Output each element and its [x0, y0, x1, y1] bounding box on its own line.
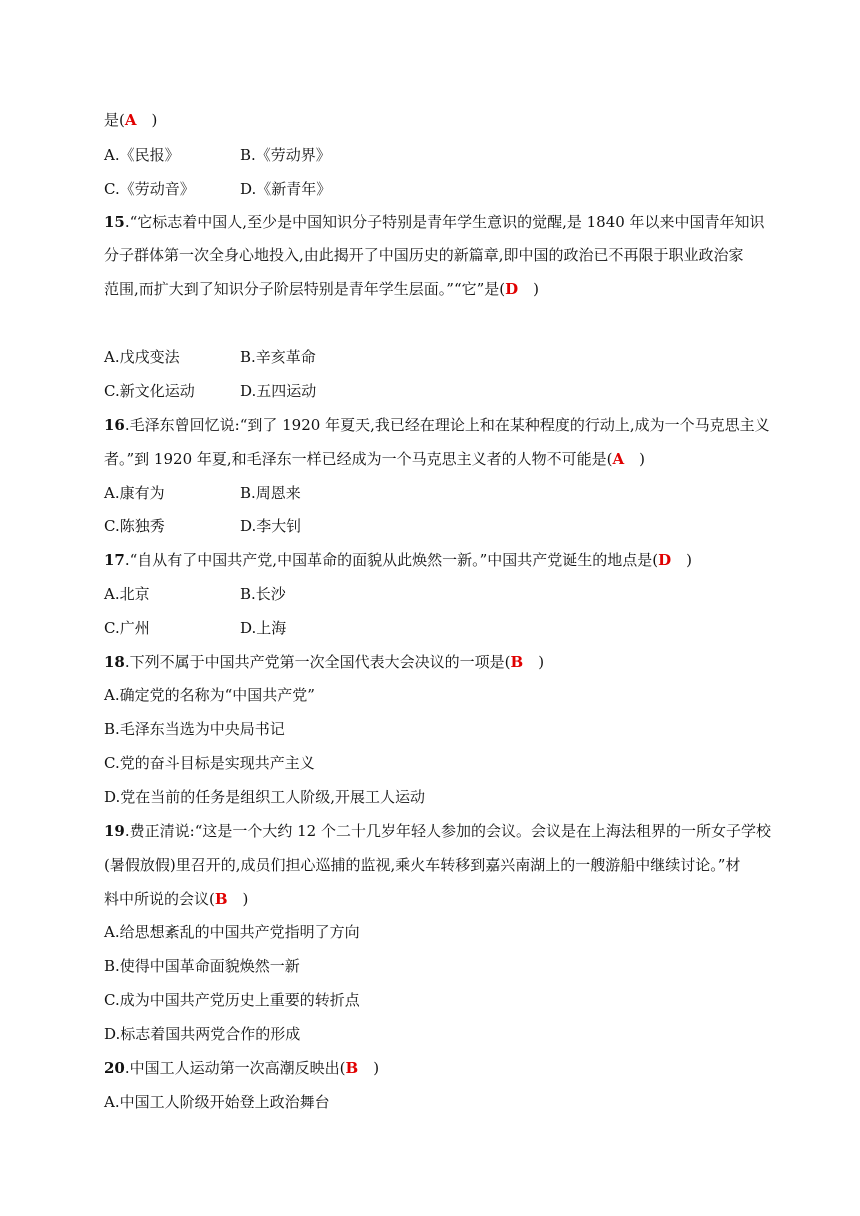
answer-letter: D — [505, 280, 519, 298]
text-line — [104, 415, 770, 435]
option-left: C.陈独秀 — [104, 517, 165, 535]
answer-letter: D — [658, 551, 672, 569]
text-segment: .毛泽东曾回忆说:“到了 1920 年夏天,我已经在理论上和在某种程度的行动上,成为一个马克思主义 — [124, 416, 770, 434]
text-segment: A.中国工人阶级开始登上政治舞台 — [104, 1093, 330, 1111]
text-line — [104, 855, 740, 875]
option-row — [104, 483, 301, 503]
option-row — [104, 347, 316, 367]
text-line — [104, 245, 744, 265]
text-line — [104, 212, 765, 232]
option-row — [104, 179, 332, 199]
text-line — [104, 685, 315, 705]
text-segment: .“自从有了中国共产党,中国革命的面貌从此焕然一新。”中国共产党诞生的地点是( — [124, 551, 659, 569]
option-right: D.上海 — [240, 619, 287, 637]
text-line — [104, 449, 645, 469]
text-segment: 者。”到 1920 年夏,和毛泽东一样已经成为一个马克思主义者的人物不可能是( — [104, 450, 613, 468]
text-line — [104, 990, 360, 1010]
text-line — [104, 1024, 300, 1044]
question-number: 20 — [104, 1059, 125, 1077]
text-line — [104, 652, 544, 672]
text-line — [104, 821, 771, 841]
answer-letter: A — [124, 111, 137, 129]
text-segment: .中国工人运动第一次高潮反映出( — [124, 1059, 346, 1077]
option-right: B.《劳动界》 — [240, 146, 331, 164]
text-segment: A.给思想紊乱的中国共产党指明了方向 — [104, 923, 360, 941]
text-line — [104, 1092, 330, 1112]
text-segment: (暑假放假)里召开的,成员们担心巡捕的监视,乘火车转移到嘉兴南湖上的一艘游船中继续讨论。”材 — [104, 856, 741, 874]
option-right: D.李大钊 — [240, 517, 302, 535]
text-line — [104, 550, 692, 570]
option-left: C.广州 — [104, 619, 150, 637]
question-number: 16 — [104, 416, 125, 434]
option-left: A.康有为 — [104, 484, 165, 502]
text-line — [104, 110, 157, 130]
text-segment: ) — [671, 551, 692, 569]
option-left: A.戊戌变法 — [104, 348, 180, 366]
text-segment: ) — [523, 653, 545, 671]
text-segment: 分子群体第一次全身心地投入,由此揭开了中国历史的新篇章,即中国的政治已不再限于职业政治家 — [104, 246, 744, 264]
text-segment: ) — [624, 450, 646, 468]
answer-letter: B — [510, 653, 524, 671]
question-number: 17 — [104, 551, 125, 569]
option-left: A.《民报》 — [104, 146, 180, 164]
option-right: D.《新青年》 — [240, 180, 332, 198]
text-segment: 是( — [104, 111, 125, 129]
option-row — [104, 618, 287, 638]
option-right: B.辛亥革命 — [240, 348, 316, 366]
text-segment: ) — [136, 111, 158, 129]
text-line — [104, 787, 425, 807]
text-line — [104, 719, 285, 739]
answer-letter: B — [345, 1059, 359, 1077]
text-segment: ) — [358, 1059, 380, 1077]
text-segment: .下列不属于中国共产党第一次全国代表大会决议的一项是( — [124, 653, 511, 671]
answer-letter: A — [612, 450, 625, 468]
option-left: C.新文化运动 — [104, 382, 195, 400]
option-right: B.长沙 — [240, 585, 286, 603]
text-line — [104, 956, 300, 976]
text-line — [104, 889, 248, 909]
question-number: 18 — [104, 653, 125, 671]
option-right: D.五四运动 — [240, 382, 317, 400]
option-left: A.北京 — [104, 585, 150, 603]
text-segment: C.党的奋斗目标是实现共产主义 — [104, 754, 315, 772]
option-row — [104, 584, 286, 604]
option-right: B.周恩来 — [240, 484, 301, 502]
option-row — [104, 145, 331, 165]
text-segment: .“它标志着中国人,至少是中国知识分子特别是青年学生意识的觉醒,是 1840 年以来中国青年知识 — [124, 213, 765, 231]
text-segment: ) — [518, 280, 540, 298]
option-left: C.《劳动音》 — [104, 180, 195, 198]
text-line — [104, 1058, 379, 1078]
question-number: 19 — [104, 822, 125, 840]
answer-letter: B — [214, 890, 228, 908]
text-segment: 范围,而扩大到了知识分子阶层特别是青年学生层面。”“它”是( — [104, 280, 506, 298]
text-segment: .费正清说:“这是一个大约 12 个二十几岁年轻人参加的会议。会议是在上海法租界的一所女子学校 — [124, 822, 771, 840]
text-segment: D.党在当前的任务是组织工人阶级,开展工人运动 — [104, 788, 426, 806]
question-number: 15 — [104, 213, 125, 231]
option-row — [104, 516, 302, 536]
text-segment: 料中所说的会议( — [104, 890, 215, 908]
text-segment: ) — [227, 890, 249, 908]
text-segment: A.确定党的名称为“中国共产党” — [104, 686, 315, 704]
text-segment: B.毛泽东当选为中央局书记 — [104, 720, 285, 738]
text-segment: B.使得中国革命面貌焕然一新 — [104, 957, 300, 975]
text-segment: D.标志着国共两党合作的形成 — [104, 1025, 301, 1043]
option-row — [104, 381, 317, 401]
text-line — [104, 279, 539, 299]
text-line — [104, 922, 360, 942]
text-line — [104, 753, 315, 773]
text-segment: C.成为中国共产党历史上重要的转折点 — [104, 991, 360, 1009]
